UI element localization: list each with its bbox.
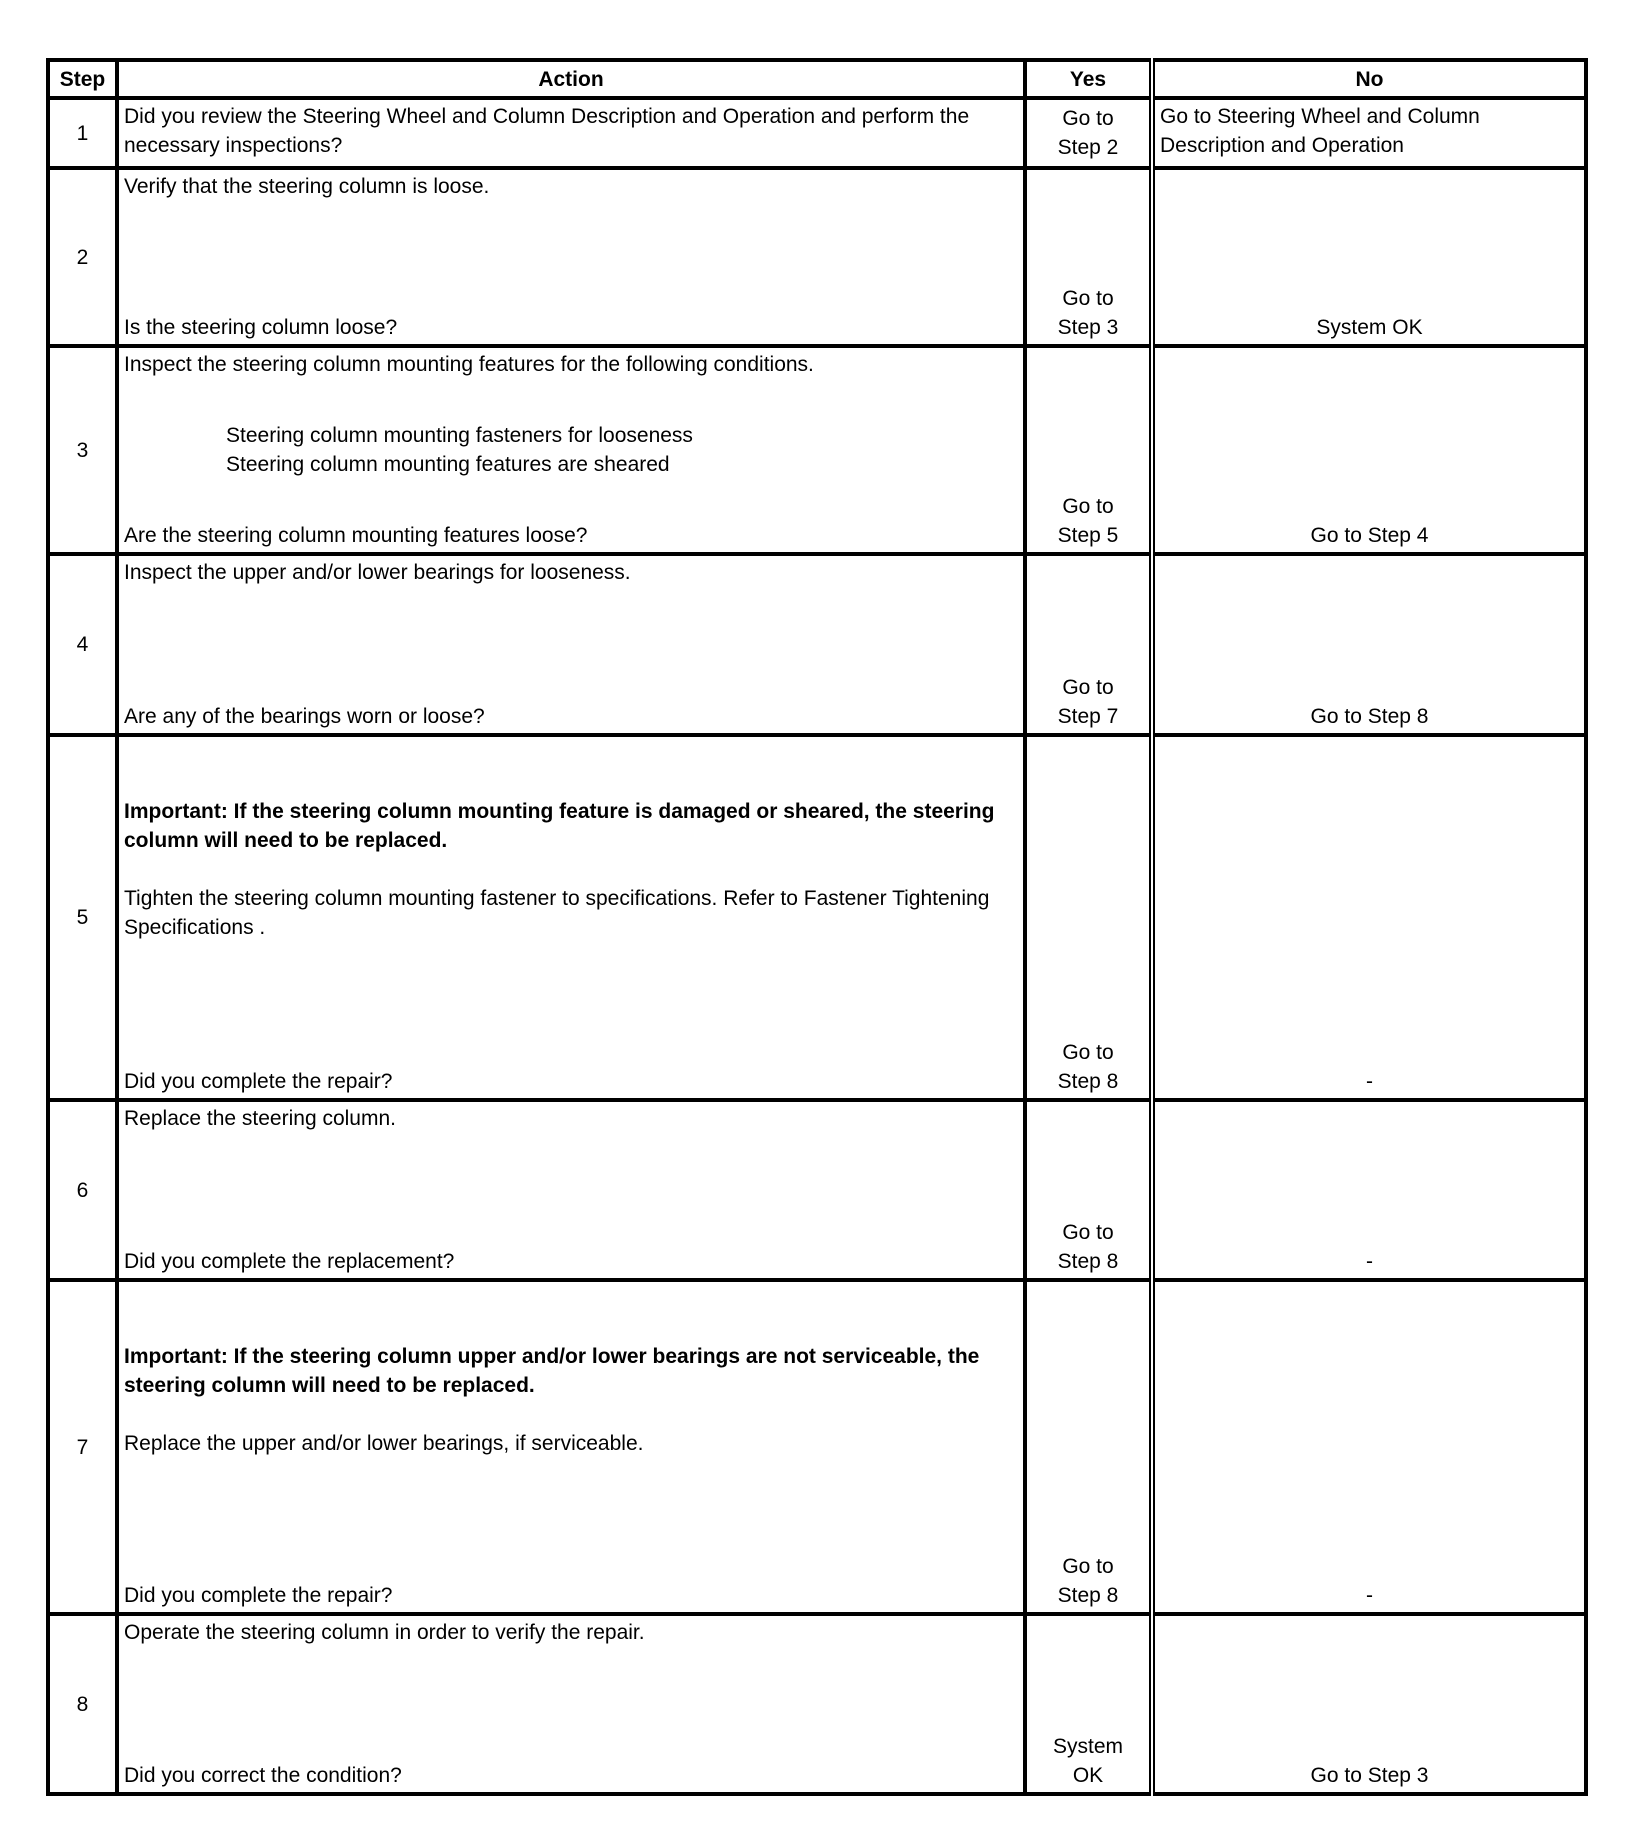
table-row-step-3 xyxy=(48,346,1586,554)
action-cell xyxy=(117,735,1025,1100)
no-outcome: - xyxy=(1152,735,1586,1100)
no-outcome: Go to Step 4 xyxy=(1152,346,1586,554)
step-number: 4 xyxy=(48,554,117,735)
yes-line: Go to xyxy=(1062,287,1114,310)
action-question: Are the steering column mounting features loose? xyxy=(124,524,588,547)
action-question: Did you complete the replacement? xyxy=(124,1250,455,1273)
yes-outcome xyxy=(1025,554,1152,735)
no-line: Go to Steering Wheel and Column xyxy=(1160,105,1480,128)
table-row-step-7 xyxy=(48,1280,1586,1614)
no-outcome: System OK xyxy=(1152,168,1586,346)
header-action: Action xyxy=(117,60,1025,98)
action-question: Did you complete the repair? xyxy=(124,1584,393,1607)
yes-line: Step 3 xyxy=(1057,316,1119,339)
header-row xyxy=(48,60,1586,98)
yes-outcome xyxy=(1025,1614,1152,1794)
yes-line: Step 7 xyxy=(1057,705,1119,728)
yes-line: Step 8 xyxy=(1057,1250,1119,1273)
table-row-step-5 xyxy=(48,735,1586,1100)
action-text: Did you review the Steering Wheel and Column Description and Operation and perform the necessary inspections? xyxy=(117,98,1025,168)
action-instruction: Verify that the steering column is loose. xyxy=(124,175,490,198)
action-cell xyxy=(117,346,1025,554)
table-row-step-4 xyxy=(48,554,1586,735)
yes-outcome xyxy=(1025,98,1152,168)
action-instruction: Replace the steering column. xyxy=(124,1107,396,1130)
action-cell xyxy=(117,1280,1025,1614)
action-cell xyxy=(117,1100,1025,1280)
action-question: Did you correct the condition? xyxy=(124,1764,402,1787)
yes-line: Step 2 xyxy=(1057,136,1119,159)
step-number: 5 xyxy=(48,735,117,1100)
action-question: Is the steering column loose? xyxy=(124,316,398,339)
action-instruction: Inspect the upper and/or lower bearings for looseness. xyxy=(124,561,631,584)
yes-line: System xyxy=(1052,1735,1123,1758)
yes-outcome xyxy=(1025,1280,1152,1614)
header-yes: Yes xyxy=(1025,60,1152,98)
yes-line: Go to xyxy=(1062,1555,1114,1578)
no-outcome xyxy=(1152,98,1586,168)
action-instruction: Inspect the steering column mounting features for the following conditions. xyxy=(124,353,814,376)
step-number: 3 xyxy=(48,346,117,554)
action-question: Are any of the bearings worn or loose? xyxy=(124,705,485,728)
step-number: 8 xyxy=(48,1614,117,1794)
yes-outcome xyxy=(1025,346,1152,554)
no-outcome: - xyxy=(1152,1280,1586,1614)
yes-line: OK xyxy=(1072,1764,1104,1787)
action-instruction: Tighten the steering column mounting fastener to specifications. Refer to Fastener Tightening Specifications . xyxy=(124,887,990,939)
table-row-step-6 xyxy=(48,1100,1586,1280)
yes-line: Step 5 xyxy=(1057,524,1119,547)
action-cell xyxy=(117,168,1025,346)
header-step: Step xyxy=(48,60,117,98)
step-number: 6 xyxy=(48,1100,117,1280)
yes-line: Step 8 xyxy=(1057,1070,1119,1093)
step-number: 1 xyxy=(48,98,117,168)
header-no: No xyxy=(1152,60,1586,98)
no-outcome: Go to Step 8 xyxy=(1152,554,1586,735)
condition-item: Steering column mounting features are sheared xyxy=(226,453,670,476)
condition-item: Steering column mounting fasteners for looseness xyxy=(226,424,693,447)
step-number: 7 xyxy=(48,1280,117,1614)
table-row-step-1 xyxy=(48,98,1586,168)
yes-line: Go to xyxy=(1062,107,1114,130)
yes-outcome xyxy=(1025,1100,1152,1280)
no-line: Description and Operation xyxy=(1160,134,1404,157)
important-note: Important: If the steering column upper and/or lower bearings are not serviceable, the steering column will need to be replaced. xyxy=(124,1345,980,1397)
action-instruction: Operate the steering column in order to verify the repair. xyxy=(124,1621,645,1644)
action-cell xyxy=(117,554,1025,735)
step-number: 2 xyxy=(48,168,117,346)
important-note: Important: If the steering column mounting feature is damaged or sheared, the steering column will need to be replaced. xyxy=(124,800,995,852)
yes-line: Go to xyxy=(1062,495,1114,518)
yes-outcome xyxy=(1025,735,1152,1100)
yes-outcome xyxy=(1025,168,1152,346)
action-cell xyxy=(117,1614,1025,1794)
yes-line: Step 8 xyxy=(1057,1584,1119,1607)
yes-line: Go to xyxy=(1062,1221,1114,1244)
action-question: Did you complete the repair? xyxy=(124,1070,393,1093)
yes-line: Go to xyxy=(1062,676,1114,699)
condition-list xyxy=(124,421,1018,479)
table-row-step-2 xyxy=(48,168,1586,346)
yes-line: Go to xyxy=(1062,1041,1114,1064)
table-row-step-8 xyxy=(48,1614,1586,1794)
action-instruction: Replace the upper and/or lower bearings, if serviceable. xyxy=(124,1432,644,1455)
no-outcome: - xyxy=(1152,1100,1586,1280)
diagnostic-table xyxy=(46,58,1588,1796)
no-outcome: Go to Step 3 xyxy=(1152,1614,1586,1794)
